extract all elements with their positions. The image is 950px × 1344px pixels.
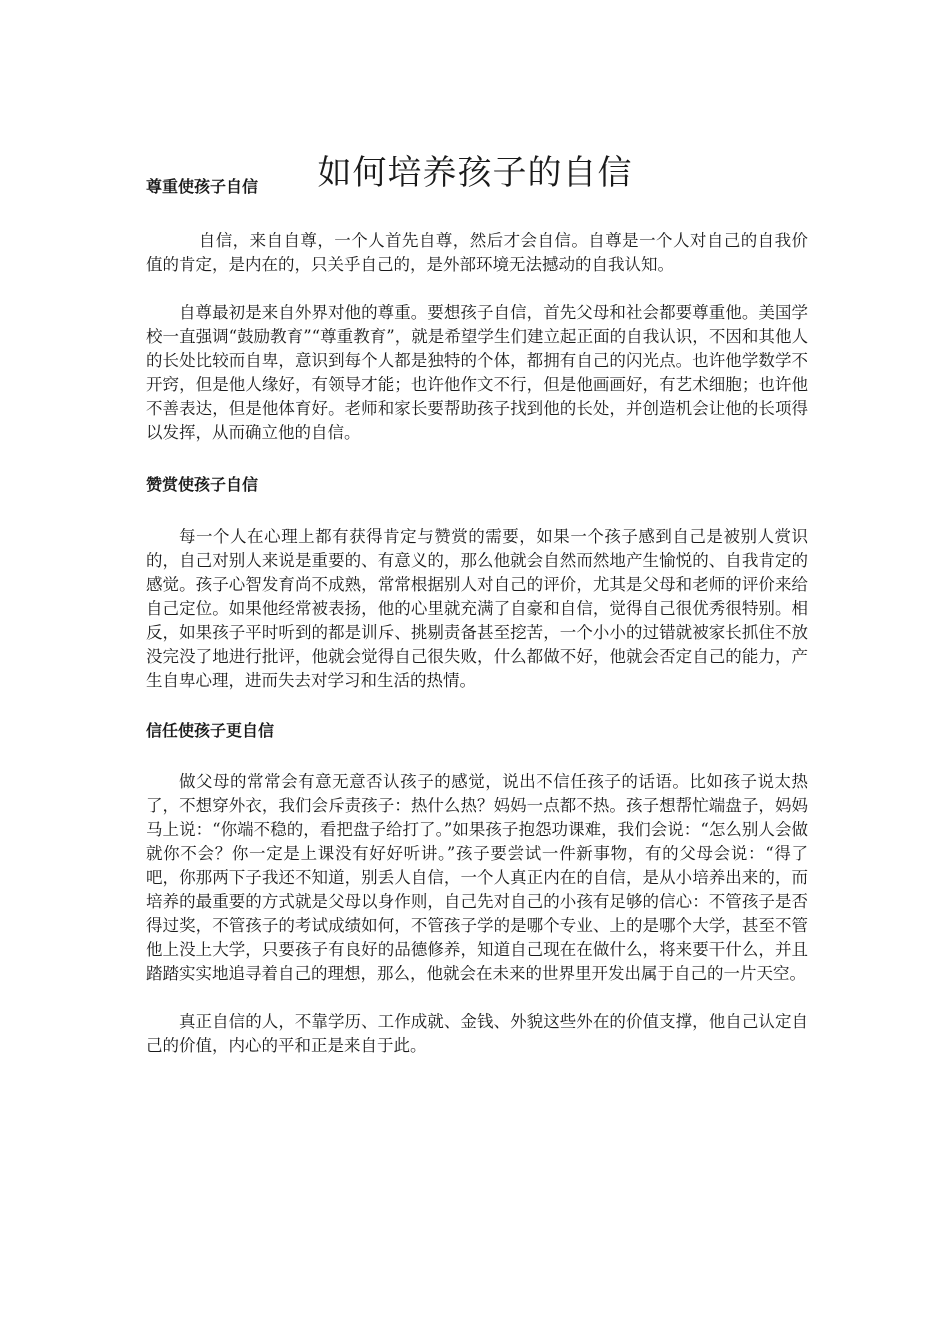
paragraph: 自信，来自自尊，一个人首先自尊，然后才会自信。自尊是一个人对自己的自我价值的肯定，是内在的，只关乎自己的，是外部环境无法撼动的自我认知。 [146, 231, 808, 274]
paragraph: 做父母的常常会有意无意否认孩子的感觉，说出不信任孩子的话语。比如孩子说太热了，不想穿外衣，我们会斥责孩子：热什么热？妈妈一点都不热。孩子想帮忙端盘子，妈妈马上说：“你端不稳的，看把盘子给打了。”如果孩子抱怨功课难，我们会说：“怎么别人会做就你不会？你一定是上课没有好好听讲。”孩子要尝试一件新事物，有的父母会说：“得了吧，你那两下子我还不知道，别丢人自信，一个人真正内在的自信，是从小培养出来的，而培养的最重要的方式就是父母以身作则，自己先对自己的小孩有足够的信心：不管孩子是否得过奖，不管孩子的考试成绩如何，不管孩子学的是哪个专业、上的是哪个大学，甚至不管他上没上大学，只要孩子有良好的品德修养，知道自己现在在做什么，将来要干什么，并且踏踏实实地追寻着自己的理想，那么，他就会在未来的世界里开发出属于自己的一片天空。 [146, 772, 808, 983]
paragraph: 真正自信的人，不靠学历、工作成就、金钱、外貌这些外在的价值支撑，他自己认定自己的价值，内心的平和正是来自于此。 [146, 1012, 808, 1055]
document-title: 如何培养孩子的自信 [317, 152, 633, 193]
section-heading-trust: 信任使孩子更自信 [146, 721, 275, 740]
section-heading-praise: 赞赏使孩子自信 [146, 475, 259, 494]
paragraph: 每一个人在心理上都有获得肯定与赞赏的需要，如果一个孩子感到自己是被别人赏识的，自己对别人来说是重要的、有意义的，那么他就会自然而然地产生愉悦的、自我肯定的感觉。孩子心智发育尚不成熟，常常根据别人对自己的评价，尤其是父母和老师的评价来给自己定位。如果他经常被表扬，他的心里就充满了自豪和自信，觉得自己很优秀很特别。相反，如果孩子平时听到的都是训斥、挑剔责备甚至挖苦，一个小小的过错就被家长抓住不放没完没了地进行批评，他就会觉得自己很失败，什么都做不好，他就会否定自己的能力，产生自卑心理，进而失去对学习和生活的热情。 [146, 527, 808, 690]
section-heading-respect: 尊重使孩子自信 [146, 177, 259, 196]
document-body [146, 173, 808, 1058]
paragraph: 自尊最初是来自外界对他的尊重。要想孩子自信，首先父母和社会都要尊重他。美国学校一直强调“鼓励教育”“尊重教育”，就是希望学生们建立起正面的自我认识，不因和其他人的长处比较而自卑，意识到每个人都是独特的个体，都拥有自己的闪光点。也许他学数学不开窍，但是他人缘好，有领导才能；也许他作文不行，但是他画画好，有艺术细胞；也许他不善表达，但是他体育好。老师和家长要帮助孩子找到他的长处，并创造机会让他的长项得以发挥，从而确立他的自信。 [146, 303, 808, 442]
